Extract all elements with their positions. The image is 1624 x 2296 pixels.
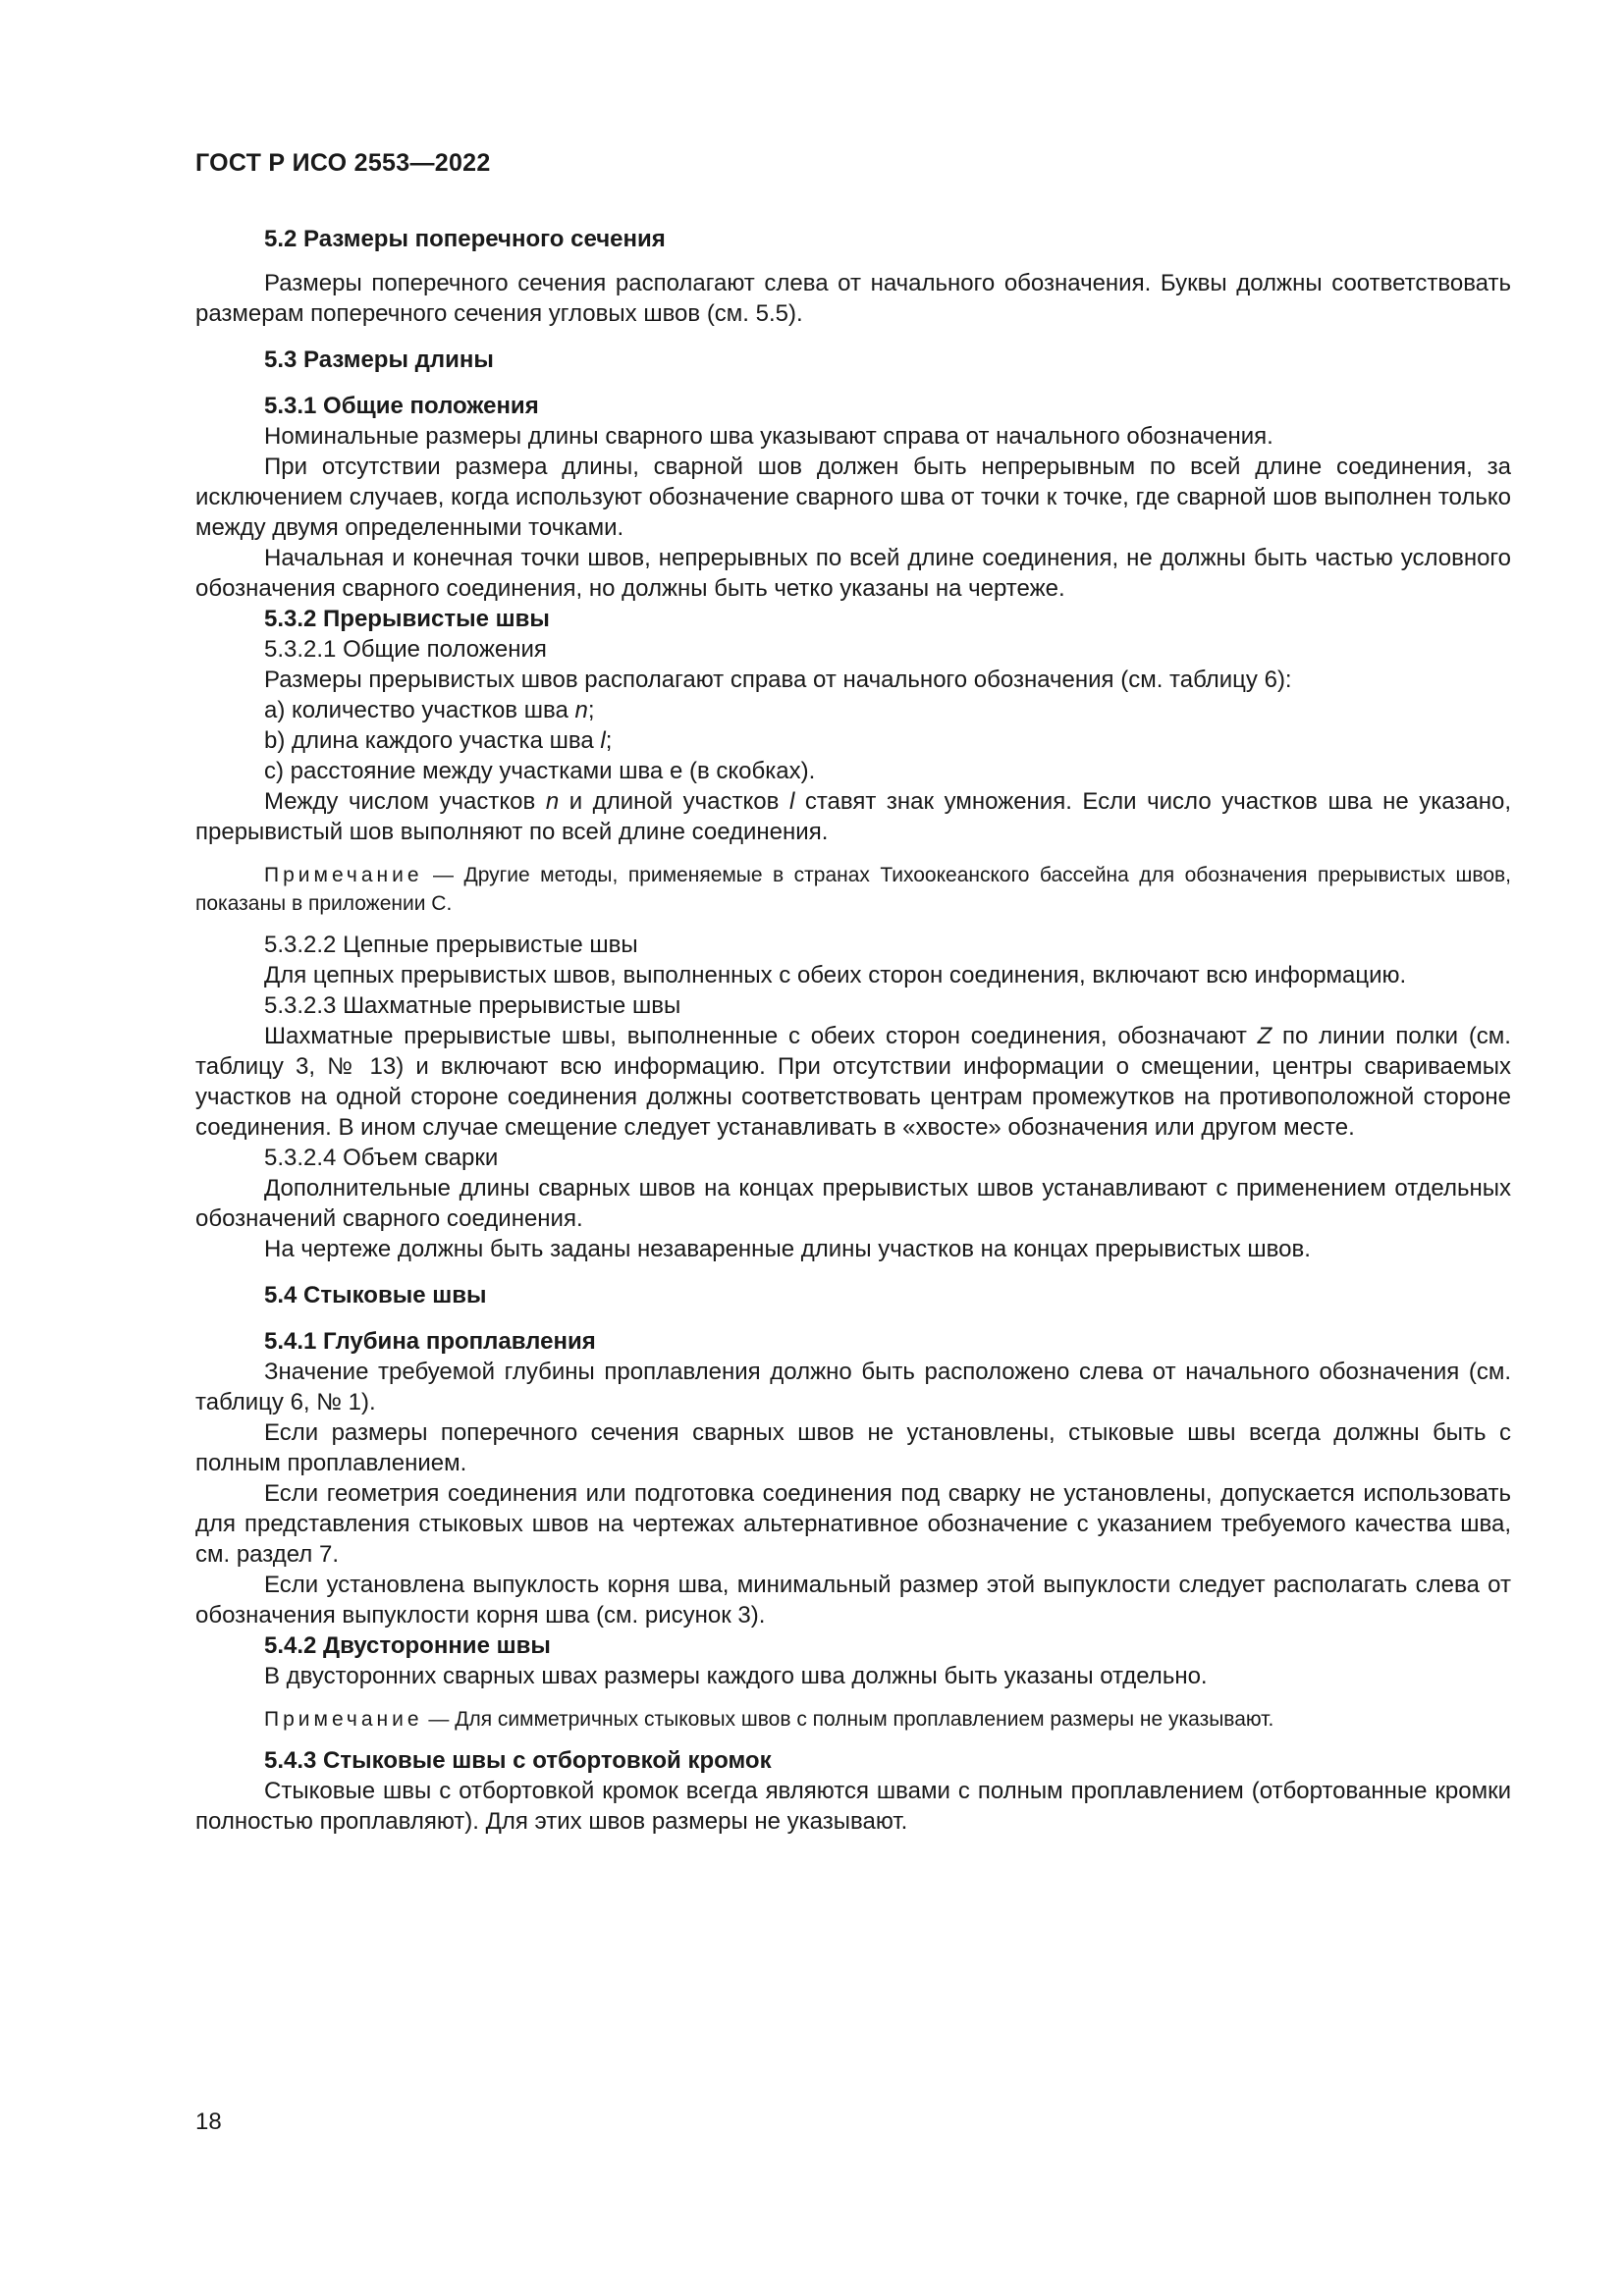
page-number: 18	[195, 2109, 222, 2135]
paragraph: Номинальные размеры длины сварного шва указывают справа от начального обозначения.	[264, 423, 1273, 450]
note-text: — Другие методы, применяемые в странах Тихоокеанского бассейна для обозначения прерывистых швов, показаны в приложении С.	[195, 864, 1511, 915]
text-span: Шахматные прерывистые швы, выполненные с обеих сторон соединения, обозначают	[264, 1023, 1258, 1049]
paragraph: Стыковые швы с отбортовкой кромок всегда являются швами с полным проплавлением (отбортованные кромки полностью проплавляют). Для этих швов размеры не указывают.	[195, 1778, 1511, 1835]
subsection-5-3-2-2-title: 5.3.2.2 Цепные прерывистые швы	[264, 932, 638, 958]
subsection-5-3-2-3-title: 5.3.2.3 Шахматные прерывистые швы	[264, 992, 681, 1019]
paragraph: Если установлена выпуклость корня шва, минимальный размер этой выпуклости следует располагать слева от обозначения выпуклости корня шва (см. рисунок 3).	[195, 1572, 1511, 1629]
list-item-c: c) расстояние между участками шва е (в скобках).	[264, 758, 816, 784]
variable-l: l	[600, 727, 606, 754]
subsection-5-3-2-1-title: 5.3.2.1 Общие положения	[264, 636, 547, 663]
note-block	[195, 861, 1511, 918]
text-span: ставят знак умножения. Если число участков шва не указано, прерывистый шов выполняют по всей длине соединения.	[195, 788, 1511, 845]
subsection-5-3-2-4-title: 5.3.2.4 Объем сварки	[264, 1145, 499, 1171]
section-5-4-title: 5.4 Стыковые швы	[264, 1282, 487, 1308]
paragraph: Если размеры поперечного сечения сварных швов не установлены, стыковые швы всегда должны быть с полным проплавлением.	[195, 1419, 1511, 1476]
note-text: — Для симметричных стыковых швов с полным проплавлением размеры не указывают.	[422, 1708, 1274, 1731]
paragraph: Значение требуемой глубины проплавления должно быть расположено слева от начального обозначения (см. таблицу 6, № 1).	[195, 1359, 1511, 1415]
paragraph	[195, 786, 1511, 847]
document-code-header: ГОСТ Р ИСО 2553—2022	[195, 149, 491, 177]
list-item-text: a) количество участков шва	[264, 697, 575, 723]
text-span: Между числом участков	[264, 788, 546, 815]
paragraph: При отсутствии размера длины, сварной шов должен быть непрерывным по всей длине соединения, за исключением случаев, когда используют обозначение сварного шва от точки к точке, где сварной шов выполнен только между двумя определенными точками.	[195, 454, 1511, 541]
text-span: по линии полки (см. таблицу 3, № 13) и включают всю информацию. При отсутствии информации о смещении, центры свариваемых участков на одной стороне соединения должны соответствовать центрам промежутков на противоположной стороне соединения. В ином случае смещение следует устанавливать в «хвосте» обозначения или другом месте.	[195, 1023, 1511, 1141]
variable-l: l	[788, 788, 795, 815]
section-5-4-3-title: 5.4.3 Стыковые швы с отбортовкой кромок	[264, 1747, 772, 1774]
document-body	[195, 224, 1511, 1837]
variable-z: Z	[1257, 1023, 1272, 1049]
paragraph	[195, 1021, 1511, 1143]
section-5-4-2-title: 5.4.2 Двусторонние швы	[264, 1632, 551, 1659]
section-5-3-2-title: 5.3.2 Прерывистые швы	[264, 606, 550, 632]
paragraph: В двусторонних сварных швах размеры каждого шва должны быть указаны отдельно.	[264, 1663, 1208, 1689]
paragraph: Размеры прерывистых швов располагают справа от начального обозначения (см. таблицу 6):	[264, 667, 1292, 693]
list-item-b	[195, 725, 1511, 756]
section-5-3-1-title: 5.3.1 Общие положения	[264, 393, 539, 419]
paragraph: Размеры поперечного сечения располагают слева от начального обозначения. Буквы должны соответствовать размерам поперечного сечения угловых швов (см. 5.5).	[195, 270, 1511, 327]
note-block	[195, 1705, 1511, 1734]
section-5-4-1-title: 5.4.1 Глубина проплавления	[264, 1328, 596, 1355]
list-item-text: b) длина каждого участка шва	[264, 727, 601, 754]
note-label: Примечание	[264, 1708, 423, 1731]
paragraph: Для цепных прерывистых швов, выполненных с обеих сторон соединения, включают всю информацию.	[264, 962, 1407, 988]
text-span: и длиной участков	[559, 788, 789, 815]
paragraph: Дополнительные длины сварных швов на концах прерывистых швов устанавливают с применением отдельных обозначений сварного соединения.	[195, 1175, 1511, 1232]
variable-n: n	[574, 697, 588, 723]
list-item-end: ;	[587, 697, 595, 723]
list-item-a	[195, 695, 1511, 725]
section-5-2-title: 5.2 Размеры поперечного сечения	[264, 226, 666, 252]
list-item-end: ;	[605, 727, 613, 754]
paragraph: Если геометрия соединения или подготовка соединения под сварку не установлены, допускается использовать для представления стыковых швов на чертежах альтернативное обозначение с указанием требуемого качества шва, см. раздел 7.	[195, 1480, 1511, 1568]
paragraph: На чертеже должны быть заданы незаваренные длины участков на концах прерывистых швов.	[264, 1236, 1311, 1262]
note-label: Примечание	[264, 864, 423, 886]
variable-n: n	[545, 788, 560, 815]
paragraph: Начальная и конечная точки швов, непрерывных по всей длине соединения, не должны быть частью условного обозначения сварного соединения, но должны быть четко указаны на чертеже.	[195, 545, 1511, 602]
section-5-3-title: 5.3 Размеры длины	[264, 347, 494, 373]
